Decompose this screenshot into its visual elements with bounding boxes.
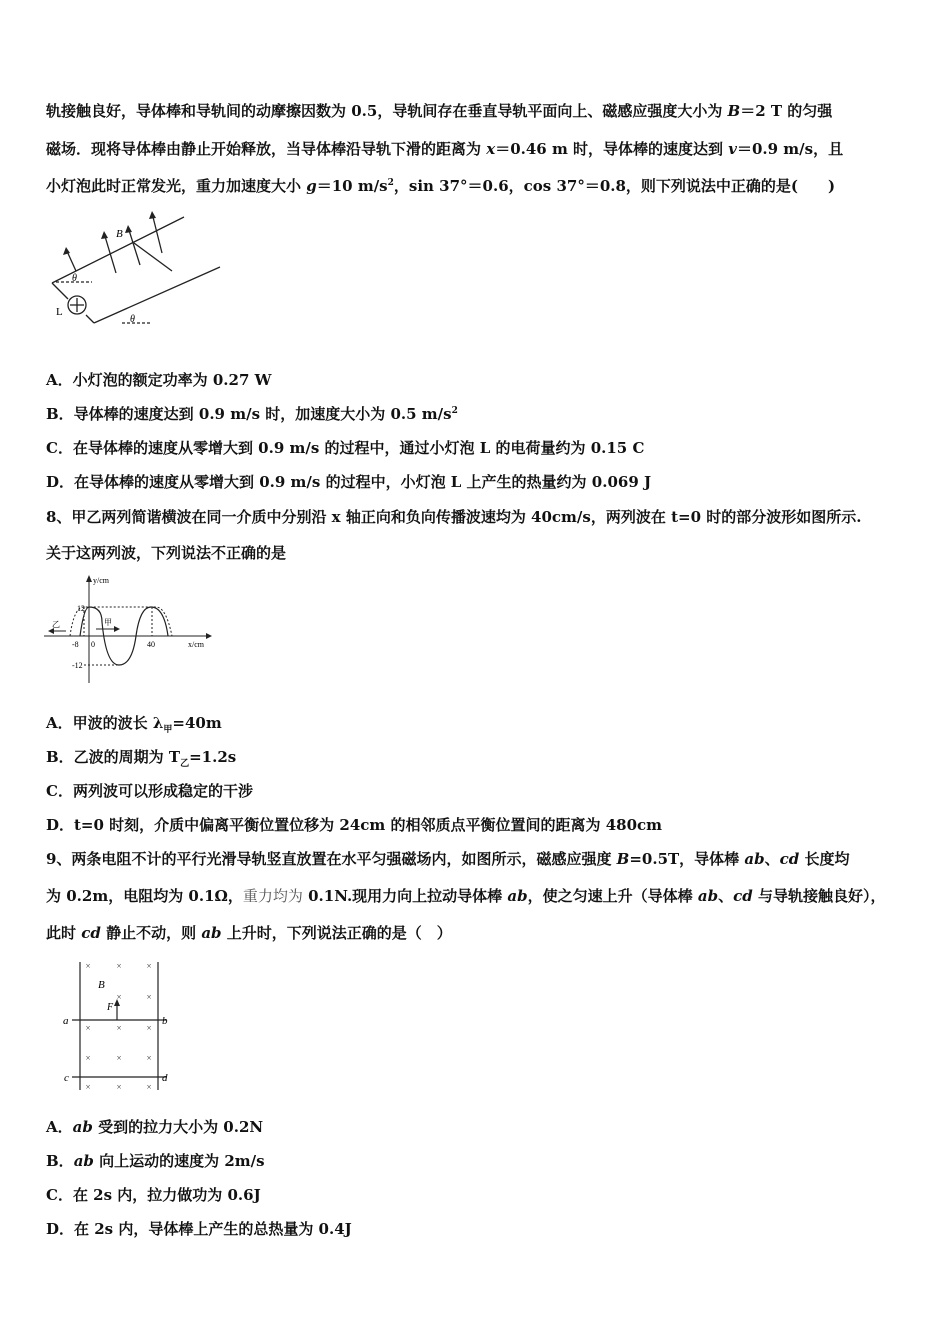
fig7-label-L: L	[56, 306, 63, 318]
q9-vertical-rails-figure	[62, 958, 182, 1093]
svg-text:×: ×	[116, 961, 122, 971]
q8-option-d: D．t=0 时刻，介质中偏离平衡位置位移为 24cm 的相邻质点平衡位置间的距离为 480cm	[46, 816, 663, 834]
q7-line-2: 磁场．现将导体棒由静止开始释放，当导体棒沿导轨下滑的距离为 x＝0.46 m 时，导体棒的速度达到 v＝0.9 m/s，且	[46, 140, 844, 158]
q9-option-a: A．ab 受到的拉力大小为 0.2N	[46, 1118, 264, 1136]
svg-text:×: ×	[85, 1023, 91, 1033]
q8-option-a: A．甲波的波长 $\lambda_甲=40m$	[46, 714, 222, 735]
q9-option-c: C．在 2s 内，拉力做功为 0.6J	[46, 1186, 261, 1204]
q7-line-3: 小灯泡此时正常发光，重力加速度大小 g＝10 $m/s^2$，sin 37°＝0.6，cos 37°＝0.8，则下列说法中正确的是( )	[46, 177, 836, 195]
q9-option-d: D．在 2s 内，导体棒上产生的总热量为 0.4J	[46, 1220, 352, 1238]
q8-line-2: 关于这两列波，下列说法不正确的是	[46, 544, 287, 562]
svg-text:×: ×	[146, 1053, 152, 1063]
q9-line-1: 9、两条电阻不计的平行光滑导轨竖直放置在水平匀强磁场内，如图所示，磁感应强度 B=0.5T，导体棒 ab、cd 长度均	[46, 850, 850, 868]
q7-option-d: D．在导体棒的速度从零增大到 0.9 m/s 的过程中，小灯泡 L 上产生的热量约为 0.069 J	[46, 473, 652, 491]
svg-text:×: ×	[116, 1053, 122, 1063]
fig9-label-a: a	[63, 1015, 69, 1027]
fig8-ylabel: y/cm	[93, 576, 109, 585]
q7-line-1: 轨接触良好，导体棒和导轨间的动摩擦因数为 0.5，导轨间存在垂直导轨平面向上、磁感应强度大小为 B＝2 T 的匀强	[46, 102, 833, 120]
fig8-xlabel: x/cm	[188, 640, 204, 649]
fig8-label-yi: 乙	[52, 620, 60, 629]
q7-option-a: A．小灯泡的额定功率为 0.27 W	[46, 371, 272, 389]
q7-incline-rails-figure	[46, 205, 226, 330]
svg-text:×: ×	[146, 1082, 152, 1092]
fig7-label-theta-2: θ	[130, 314, 135, 325]
q7-option-b: B．导体棒的速度达到 0.9 m/s 时，加速度大小为 0.5 $m/s^2$	[46, 405, 458, 423]
fig8-tick-0: 0	[91, 640, 95, 649]
q8-option-b: B．乙波的周期为 $T_乙=1.2s$	[46, 748, 237, 769]
fig8-label-jia: 甲	[104, 618, 112, 627]
svg-text:×: ×	[85, 1053, 91, 1063]
svg-text:×: ×	[85, 961, 91, 971]
fig8-tick-12: 12	[77, 604, 85, 613]
q9-line-3: 此时 cd 静止不动，则 ab 上升时，下列说法正确的是（ ）	[46, 924, 452, 942]
q9-option-b: B．ab 向上运动的速度为 2m/s	[46, 1152, 265, 1170]
fig8-tick-minus8: -8	[72, 640, 79, 649]
q8-wave-figure	[44, 573, 214, 685]
svg-text:×: ×	[116, 1023, 122, 1033]
fig8-tick-40: 40	[147, 640, 155, 649]
svg-text:×: ×	[116, 992, 122, 1002]
q9-line-2: 为 0.2m，电阻均为 0.1Ω，重力均为 0.1N.现用力向上拉动导体棒 ab，使之匀速上升（导体棒 ab、cd 与导轨接触良好），	[46, 887, 886, 905]
fig7-label-theta-1: θ	[72, 273, 77, 284]
q7-option-c: C．在导体棒的速度从零增大到 0.9 m/s 的过程中，通过小灯泡 L 的电荷量约为 0.15 C	[46, 439, 645, 457]
svg-text:×: ×	[85, 1082, 91, 1092]
fig9-label-c: c	[64, 1072, 69, 1084]
svg-text:×: ×	[146, 1023, 152, 1033]
q8-option-c: C．两列波可以形成稳定的干涉	[46, 782, 253, 800]
fig9-label-B: B	[98, 979, 105, 991]
svg-text:×: ×	[116, 1082, 122, 1092]
svg-text:×: ×	[146, 992, 152, 1002]
fig9-label-b: b	[162, 1015, 168, 1027]
fig9-label-F: F	[107, 1002, 114, 1013]
fig9-label-d: d	[162, 1072, 168, 1084]
fig8-tick-minus12: -12	[72, 661, 83, 670]
fig7-label-B: B	[116, 228, 123, 240]
svg-text:×: ×	[146, 961, 152, 971]
q8-line-1: 8、甲乙两列简谐横波在同一介质中分别沿 x 轴正向和负向传播波速均为 40cm/s，两列波在 t=0 时的部分波形如图所示.	[46, 508, 862, 526]
